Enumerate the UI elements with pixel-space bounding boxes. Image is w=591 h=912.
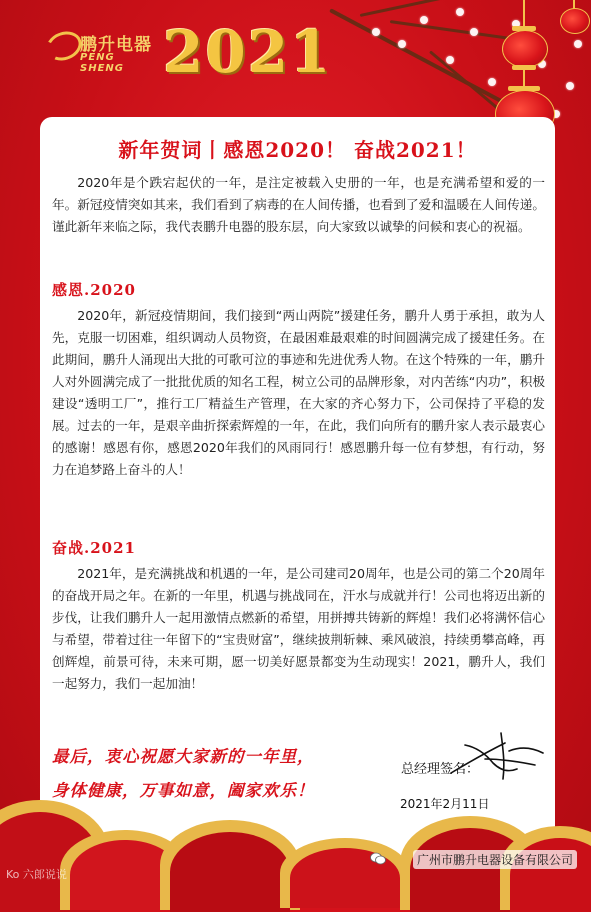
handwritten-signature [445,729,549,785]
struggle-paragraph: 2021年，是充满挑战和机遇的一年，是公司建司20周年，也是公司的第二个20周年的奋战开局之年。在新的一年里，机遇与挑战同在，汗水与成就并行！公司也将迈出新的步伐，让我们鹏升人一起用激情点燃新的希望，用拼搏共铸新的辉煌！我们必将满怀信心与希望，带着过往一年留下的“宝贵财富”，继续披荆斩棘、乘风破浪，持续勇攀高峰，再创辉煌，前景可待，未来可期，愿一切美好愿景都变为生动现实！2021，鹏升人，我们一起努力，我们一起加油！ [52,566,545,691]
section-title-gratitude: 感恩.2020 [52,281,136,299]
gratitude-paragraph: 2020年，新冠疫情期间，我们接到“两山两院”援建任务，鹏升人勇于承担，敢为人先，克服一切困难，组织调动人员物资，在最困难最艰难的时间圆满完成了援建任务。在此期间，鹏升人涌现出大批的可歌可泣的事迹和先进优秀人物。在这个特殊的一年，鹏升人对外圆满完成了一批批优质的知名工程，树立公司的品牌形象，对内苦练“内功”，积极建设“透明工厂”，推行工厂精益生产管理，在大家的齐心努力下，公司保持了平稳的发展。过去的一年，是艰辛曲折探索辉煌的一年，在此，我们向所有的鹏升家人表示最衷心的感谢！感恩有你，感恩2020年我们的风雨同行！感恩鹏升每一位有梦想，有行动，努力在追梦路上奋斗的人！ [52,308,545,477]
intro-paragraph: 2020年是个跌宕起伏的一年，是注定被载入史册的一年，也是充满希望和爱的一年。新冠疫情突如其来，我们看到了病毒的在人间传播，也看到了爱和温暖在人间传递。谨此新年来临之际，我代表鹏升电器的股东层，向大家致以诚挚的问候和衷心的祝福。 [52,175,545,234]
closing-wish-line1: 最后，衷心祝愿大家新的一年里， [52,747,315,766]
logo-english-text: PENG SHENG [80,52,124,74]
letter-headline: 新年贺词丨感恩2020！ 奋战2021！ [118,138,477,162]
section-title-struggle: 奋战.2021 [52,539,136,557]
letter-card [40,117,555,872]
logo-chinese-text: 鹏升电器 [80,35,152,55]
letter-date: 2021年2月11日 [400,797,490,811]
watermark-text: Ko 六郎说说 [6,868,67,881]
signature-label: 总经理签名： [401,762,480,777]
closing-wish-line2: 身体健康，万事如意，阖家欢乐！ [52,781,315,800]
company-logo [46,30,156,72]
year-title: 2021 [163,18,333,86]
wechat-icon [370,852,386,865]
company-name-footer: 广州市鹏升电器设备有限公司 [413,850,577,869]
